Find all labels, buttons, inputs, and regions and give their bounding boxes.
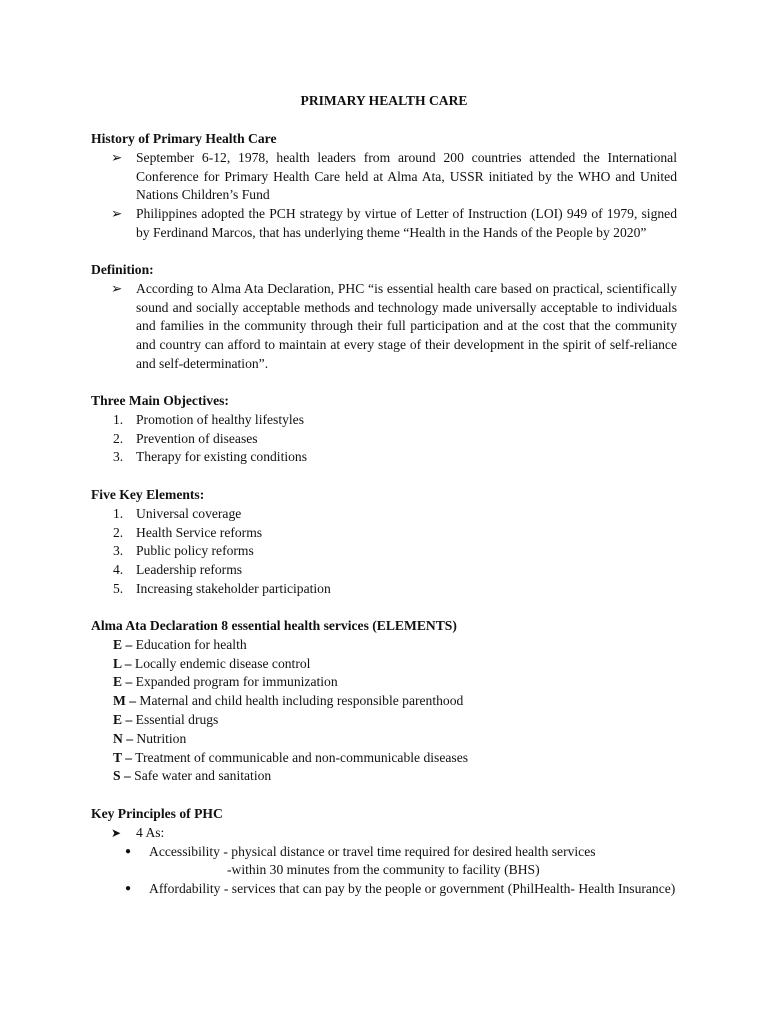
definition-list bbox=[91, 280, 677, 374]
list-item: E – Education for health bbox=[113, 636, 247, 652]
list-item: 3. Public policy reforms bbox=[113, 543, 254, 559]
objectives-section bbox=[91, 392, 677, 467]
list-item: 4. Leadership reforms bbox=[113, 562, 243, 578]
arrow-bullet-icon: ➢ bbox=[111, 280, 123, 296]
list-item: ● Affordability - services that can pay by the people or government (PhilHealth- Health Insurance) bbox=[91, 880, 677, 899]
history-heading: History of Primary Health Care bbox=[91, 131, 277, 146]
history-list bbox=[91, 149, 677, 243]
list-item: ➢ September 6-12, 1978, health leaders from around 200 countries attended the International Conference for Primary Health Care held at Alma Ata, USSR initiated by the WHO and United Nations Children’s Fund bbox=[111, 149, 677, 203]
alma-ata-heading: Alma Ata Declaration 8 essential health services (ELEMENTS) bbox=[91, 618, 457, 633]
key-elements-section bbox=[91, 486, 677, 599]
alma-ata-list bbox=[91, 636, 677, 786]
definition-section bbox=[91, 261, 677, 374]
list-item: M – Maternal and child health including responsible parenthood bbox=[113, 693, 464, 709]
bullet-icon: ● bbox=[125, 845, 132, 857]
list-item: 2. Health Service reforms bbox=[113, 524, 263, 540]
alma-ata-section bbox=[91, 617, 677, 786]
list-item: T – Treatment of communicable and non-communicable diseases bbox=[113, 749, 469, 765]
list-item: ➢ Philippines adopted the PCH strategy by virtue of Letter of Instruction (LOI) 949 of 1979, signed by Ferdinand Marcos, that has underlying theme “Health in the Hands of the People by 2020” bbox=[111, 206, 677, 240]
arrow-bullet-icon: ➢ bbox=[111, 206, 123, 222]
objectives-heading: Three Main Objectives: bbox=[91, 393, 229, 408]
list-item: 1. Promotion of healthy lifestyles bbox=[113, 411, 305, 427]
arrow-bullet-icon: ➤ bbox=[111, 825, 122, 840]
key-elements-list bbox=[91, 505, 677, 599]
list-item: 1. Universal coverage bbox=[113, 505, 242, 521]
list-item: E – Expanded program for immunization bbox=[113, 674, 338, 690]
four-as-list bbox=[91, 843, 677, 899]
definition-heading: Definition: bbox=[91, 262, 154, 277]
list-item: L – Locally endemic disease control bbox=[113, 655, 311, 671]
objectives-list bbox=[91, 411, 677, 467]
page-title: PRIMARY HEALTH CARE bbox=[300, 93, 468, 108]
history-section bbox=[91, 130, 677, 243]
principles-list bbox=[91, 824, 677, 843]
list-item-sub: -within 30 minutes from the community to facility (BHS) bbox=[227, 862, 540, 878]
list-item: 3. Therapy for existing conditions bbox=[113, 449, 308, 465]
bullet-icon: ● bbox=[125, 883, 132, 895]
list-item: 5. Increasing stakeholder participation bbox=[113, 580, 331, 596]
arrow-bullet-icon: ➢ bbox=[111, 149, 123, 165]
list-item: S – Safe water and sanitation bbox=[113, 768, 272, 784]
list-item: ● Accessibility - physical distance or travel time required for desired health services bbox=[91, 843, 677, 862]
list-item: E – Essential drugs bbox=[113, 711, 219, 727]
key-elements-heading: Five Key Elements: bbox=[91, 487, 205, 502]
list-item: ➤ 4 As: bbox=[91, 824, 677, 843]
list-item: ➢ According to Alma Ata Declaration, PHC “is essential health care based on practical, scientifically sound and socially acceptable methods and technology made universally acceptable to individuals and families in the community through their full participation and at the cost that the community and country can afford to maintain at every stage of their development in the spirit of self-reliance and self-determination”. bbox=[111, 280, 677, 371]
list-item: 2. Prevention of diseases bbox=[113, 430, 258, 446]
list-item: N – Nutrition bbox=[113, 730, 187, 746]
principles-heading: Key Principles of PHC bbox=[91, 806, 223, 821]
principles-section bbox=[91, 805, 677, 899]
